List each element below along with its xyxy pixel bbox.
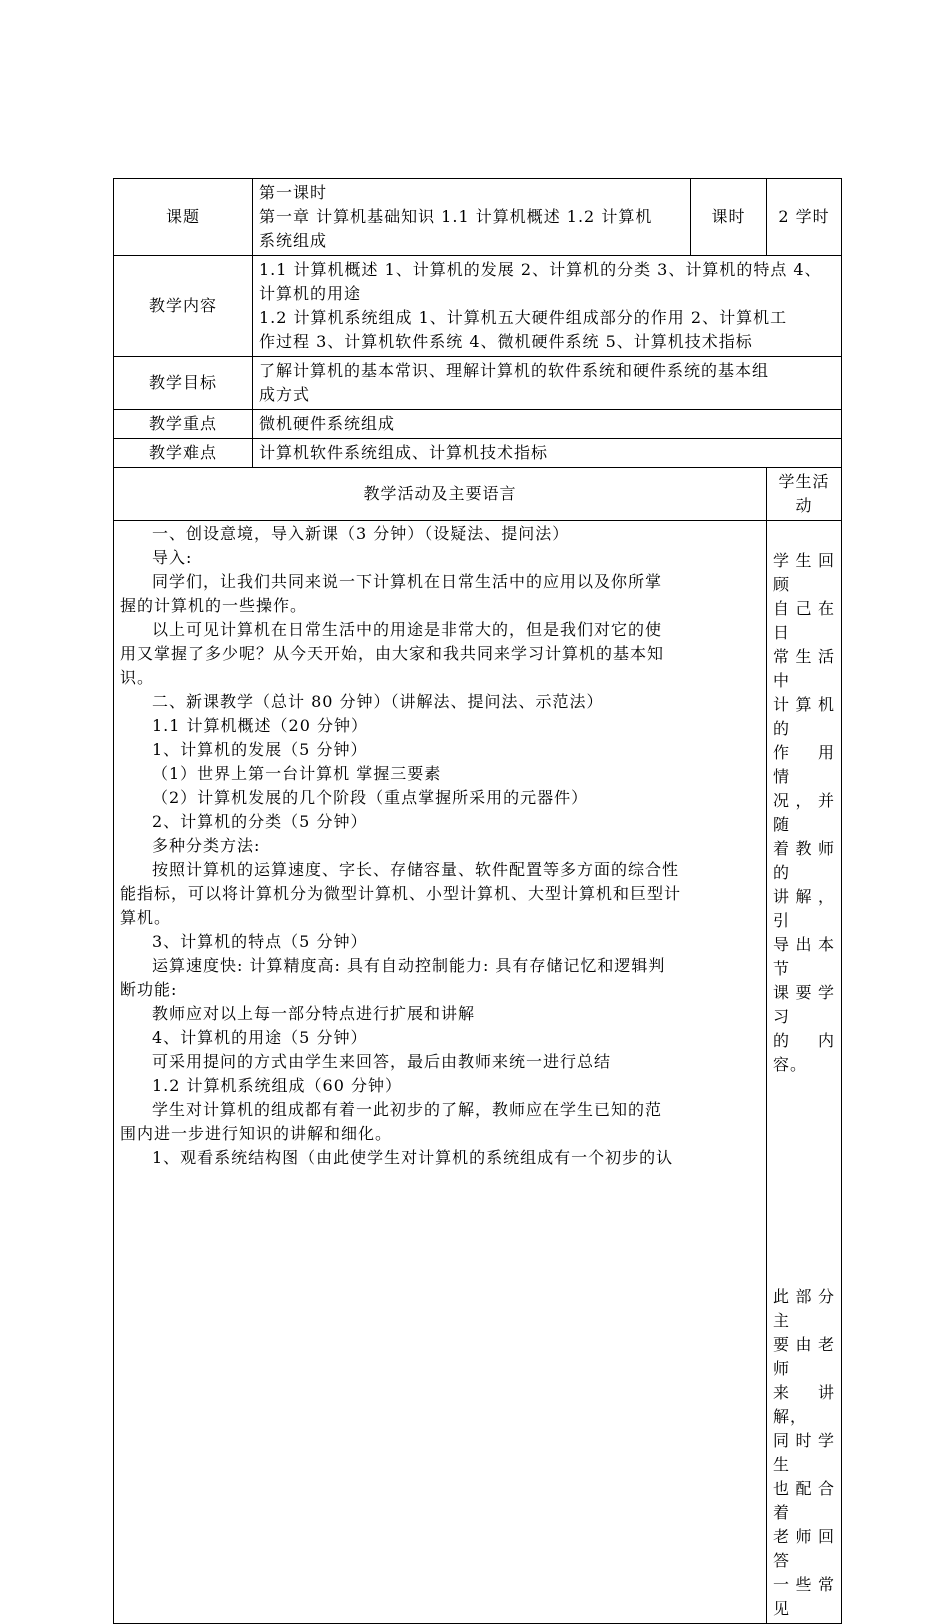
activity-line: （1）世界上第一台计算机 掌握三要素 (152, 764, 442, 783)
topic-label: 课题 (114, 179, 253, 256)
student-activity-line: 自己在日 (773, 599, 836, 642)
student-activity-line: 着教师的 (773, 839, 836, 882)
difficulty-value: 计算机软件系统组成、计算机技术指标 (253, 439, 842, 468)
student-activity-header: 学生活动 (767, 468, 842, 521)
student-activity-block-2 (773, 1285, 835, 1621)
goal-row (114, 357, 842, 410)
content-line: 计算机的用途 (259, 284, 362, 303)
activity-line: 1、计算机的发展（5 分钟） (152, 740, 368, 759)
activity-line: 算机。 (120, 908, 172, 927)
topic-row (114, 179, 842, 256)
activity-line: 按照计算机的运算速度、字长、存储容量、软件配置等多方面的综合性 (152, 860, 680, 879)
student-activity-line: 的内容。 (773, 1031, 836, 1074)
student-activity-line: 一些常见 (773, 1575, 836, 1618)
goal-label: 教学目标 (114, 357, 253, 410)
content-value (253, 256, 842, 357)
lesson-plan-table (113, 178, 842, 1624)
activity-line: 2、计算机的分类（5 分钟） (152, 812, 368, 831)
activity-line: 一、创设意境，导入新课（3 分钟）（设疑法、提问法） (152, 524, 570, 543)
student-activity-line: 此部分主 (773, 1287, 836, 1330)
activity-line: 可采用提问的方式由学生来回答，最后由教师来统一进行总结 (152, 1052, 612, 1071)
content-label: 教学内容 (114, 256, 253, 357)
student-activity-line: 况，并随 (773, 791, 836, 834)
student-activity-line: 要由老师 (773, 1335, 836, 1378)
activity-line: 学生对计算机的组成都有着一此初步的了解，教师应在学生已知的范 (152, 1100, 663, 1119)
activity-line: 同学们，让我们共同来说一下计算机在日常生活中的应用以及你所掌 (152, 572, 663, 591)
student-activity-line: 课要学习 (773, 983, 836, 1026)
student-activity-text (767, 521, 842, 1624)
key-row (114, 410, 842, 439)
topic-line: 第一课时 (259, 183, 328, 202)
activity-line: 握的计算机的一些操作。 (120, 596, 308, 615)
hours-value: 2 学时 (767, 179, 842, 256)
student-activity-line: 来讲解， (773, 1383, 836, 1426)
main-activity-header: 教学活动及主要语言 (114, 468, 767, 521)
activity-line: 断功能: (120, 980, 178, 999)
student-activity-block-1 (773, 549, 835, 1077)
content-row (114, 256, 842, 357)
key-label: 教学重点 (114, 410, 253, 439)
student-activity-line: 学生回顾 (773, 551, 836, 594)
hours-label: 课时 (691, 179, 767, 256)
student-activity-line: 作 用 情 (773, 743, 836, 786)
activity-header-row (114, 468, 842, 521)
activity-line: 3、计算机的特点（5 分钟） (152, 932, 368, 951)
activity-line: 围内进一步进行知识的讲解和细化。 (120, 1124, 393, 1143)
student-activity-line: 也配合着 (773, 1479, 836, 1522)
content-line: 作过程 3、计算机软件系统 4、微机硬件系统 5、计算机技术指标 (259, 332, 753, 351)
activity-line: 导入: (152, 548, 193, 567)
student-activity-line: 老师回答 (773, 1527, 836, 1570)
student-activity-line: 计算机的 (773, 695, 836, 738)
student-activity-line: 讲解，引 (773, 887, 836, 930)
difficulty-row (114, 439, 842, 468)
topic-line: 系统组成 (259, 231, 328, 250)
activity-line: 4、计算机的用途（5 分钟） (152, 1028, 368, 1047)
goal-value (253, 357, 842, 410)
activity-line: 用又掌握了多少呢？从今天开始，由大家和我共同来学习计算机的基本知 (120, 644, 665, 663)
key-value: 微机硬件系统组成 (253, 410, 842, 439)
activity-line: 以上可见计算机在日常生活中的用途是非常大的，但是我们对它的使 (152, 620, 663, 639)
topic-value (253, 179, 691, 256)
activity-line: 运算速度快: 计算精度高: 具有自动控制能力: 具有存储记忆和逻辑判 (152, 956, 666, 975)
activity-body-row (114, 521, 842, 1624)
activity-line: （2）计算机发展的几个阶段（重点掌握所采用的元器件） (152, 788, 589, 807)
activity-line: 1、观看系统结构图（由此使学生对计算机的系统组成有一个初步的认 (152, 1148, 674, 1167)
student-activity-line: 同时学生 (773, 1431, 836, 1474)
main-activity-text (114, 521, 767, 1624)
goal-line: 了解计算机的基本常识、理解计算机的软件系统和硬件系统的基本组 (259, 361, 770, 380)
activity-line: 教师应对以上每一部分特点进行扩展和讲解 (152, 1004, 476, 1023)
content-line: 1.1 计算机概述 1、计算机的发展 2、计算机的分类 3、计算机的特点 4、 (259, 260, 822, 279)
content-line: 1.2 计算机系统组成 1、计算机五大硬件组成部分的作用 2、计算机工 (259, 308, 788, 327)
student-activity-line: 常生活中 (773, 647, 836, 690)
activity-line: 1.2 计算机系统组成（60 分钟） (152, 1076, 402, 1095)
activity-line: 多种分类方法: (152, 836, 261, 855)
activity-line: 1.1 计算机概述（20 分钟） (152, 716, 368, 735)
goal-line: 成方式 (259, 385, 311, 404)
activity-line: 识。 (120, 668, 155, 687)
student-activity-line: 导出本节 (773, 935, 836, 978)
topic-line: 第一章 计算机基础知识 1.1 计算机概述 1.2 计算机 (259, 207, 653, 226)
activity-line: 能指标，可以将计算机分为微型计算机、小型计算机、大型计算机和巨型计 (120, 884, 682, 903)
activity-line: 二、新课教学（总计 80 分钟）（讲解法、提问法、示范法） (152, 692, 604, 711)
difficulty-label: 教学难点 (114, 439, 253, 468)
main-activity-lines (120, 522, 760, 1170)
